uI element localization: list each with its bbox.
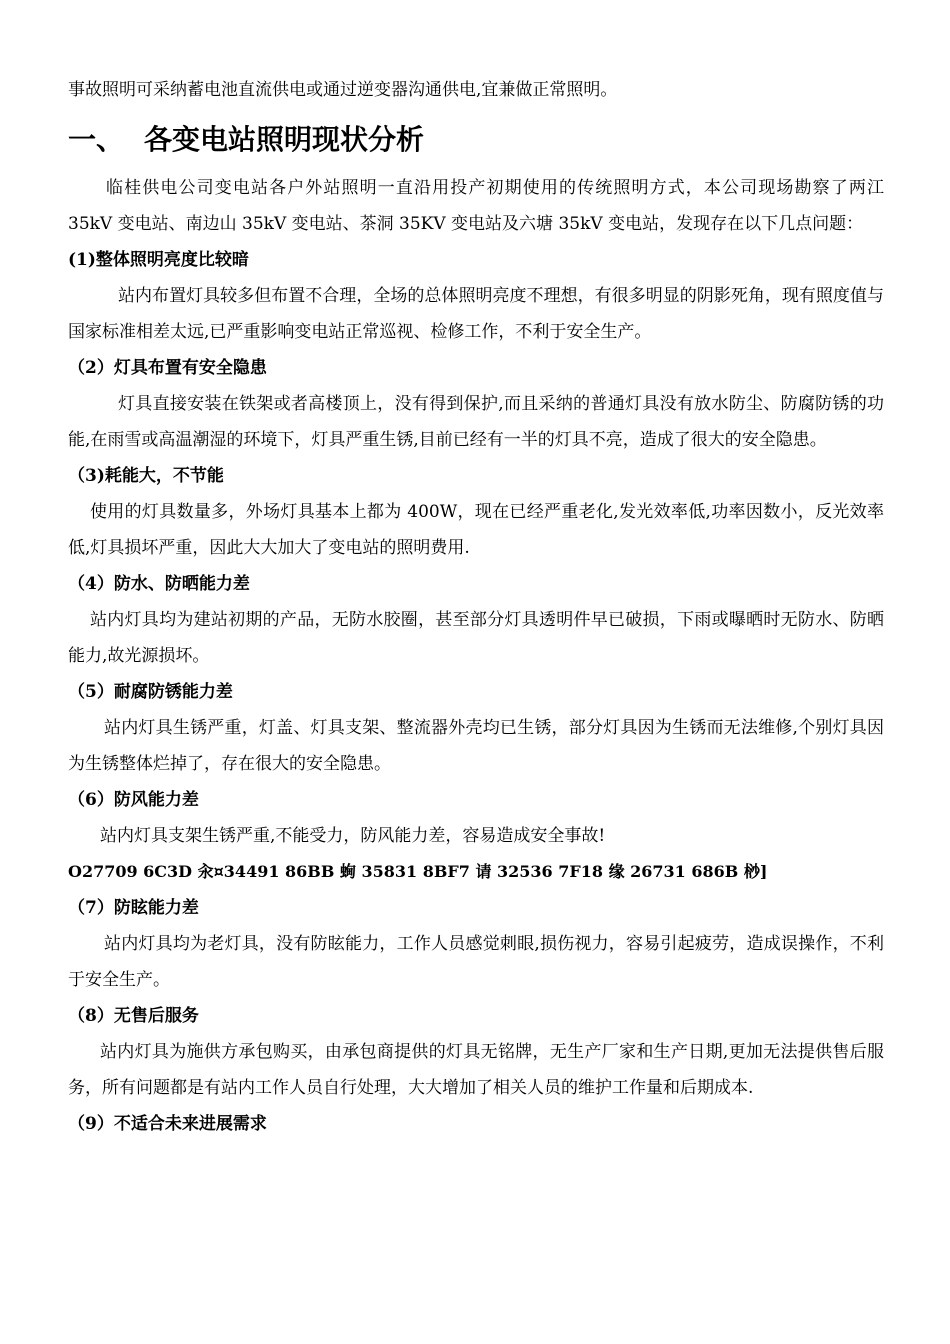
section-title-3: （3)耗能大，不节能 — [68, 466, 224, 486]
section-title-7: （7）防眩能力差 — [68, 898, 199, 918]
section-body-7: 站内灯具均为老灯具，没有防眩能力，工作人员感觉刺眼,损伤视力，容易引起疲劳，造成误操作，不利于安全生产。 — [68, 934, 884, 990]
intro-line: 事故照明可采纳蓄电池直流供电或通过逆变器沟通供电,宜兼做正常照明。 — [68, 80, 618, 100]
section-body-4: 站内灯具均为建站初期的产品，无防水胶圈，甚至部分灯具透明件早已破损，下雨或曝晒时无防水、防晒能力,故光源损坏。 — [68, 610, 884, 666]
section-title-5: （5）耐腐防锈能力差 — [68, 682, 233, 702]
section-body-8: 站内灯具为施供方承包购买，由承包商提供的灯具无铭牌，无生产厂家和生产日期,更加无法提供售后服务，所有问题都是有站内工作人员自行处理，大大增加了相关人员的维护工作量和后期成本. — [68, 1042, 884, 1098]
section-body-6: 站内灯具支架生锈严重,不能受力，防风能力差，容易造成安全事故! — [100, 826, 606, 846]
section-body-1: 站内布置灯具较多但布置不合理，全场的总体照明亮度不理想，有很多明显的阴影死角，现有照度值与国家标准相差太远,已严重影响变电站正常巡视、检修工作，不利于安全生产。 — [68, 286, 884, 342]
section-title-1: (1)整体照明亮度比较暗 — [68, 250, 249, 270]
garbled-text-line: O27709 6C3D 汆¤34491 86BB 蜔 35831 8BF7 请 32536 7F18 缘 26731 686B 桫] — [68, 862, 768, 881]
section-title-6: （6）防风能力差 — [68, 790, 199, 810]
heading-title: 各变电站照明现状分析 — [144, 123, 425, 156]
section-title-9: （9）不适合未来进展需求 — [68, 1114, 267, 1134]
section-body-2: 灯具直接安装在铁架或者高楼顶上，没有得到保护,而且采纳的普通灯具没有放水防尘、防腐防锈的功能,在雨雪或高温潮湿的环境下，灯具严重生锈,目前已经有一半的灯具不亮，造成了很大的安全隐患。 — [68, 394, 884, 450]
section-title-2: （2）灯具布置有安全隐患 — [68, 358, 267, 378]
document-page — [68, 72, 884, 1142]
section-body-5: 站内灯具生锈严重，灯盖、灯具支架、整流器外壳均已生锈，部分灯具因为生锈而无法维修,个别灯具因为生锈整体烂掉了，存在很大的安全隐患。 — [68, 718, 884, 774]
section-body-3: 使用的灯具数量多，外场灯具基本上都为 400W，现在已经严重老化,发光效率低,功率因数小，反光效率低,灯具损坏严重，因此大大加大了变电站的照明费用. — [68, 502, 884, 558]
intro-paragraph: 临桂供电公司变电站各户外站照明一直沿用投产初期使用的传统照明方式，本公司现场勘察了两江 35kV 变电站、南边山 35kV 变电站、茶洞 35KV 变电站及六塘 35kV 变电站，发现存在以下几点问题： — [68, 178, 884, 234]
section-title-4: （4）防水、防晒能力差 — [68, 574, 250, 594]
section-heading — [68, 114, 884, 166]
heading-number: 一、 — [68, 123, 125, 156]
section-title-8: （8）无售后服务 — [68, 1006, 199, 1026]
